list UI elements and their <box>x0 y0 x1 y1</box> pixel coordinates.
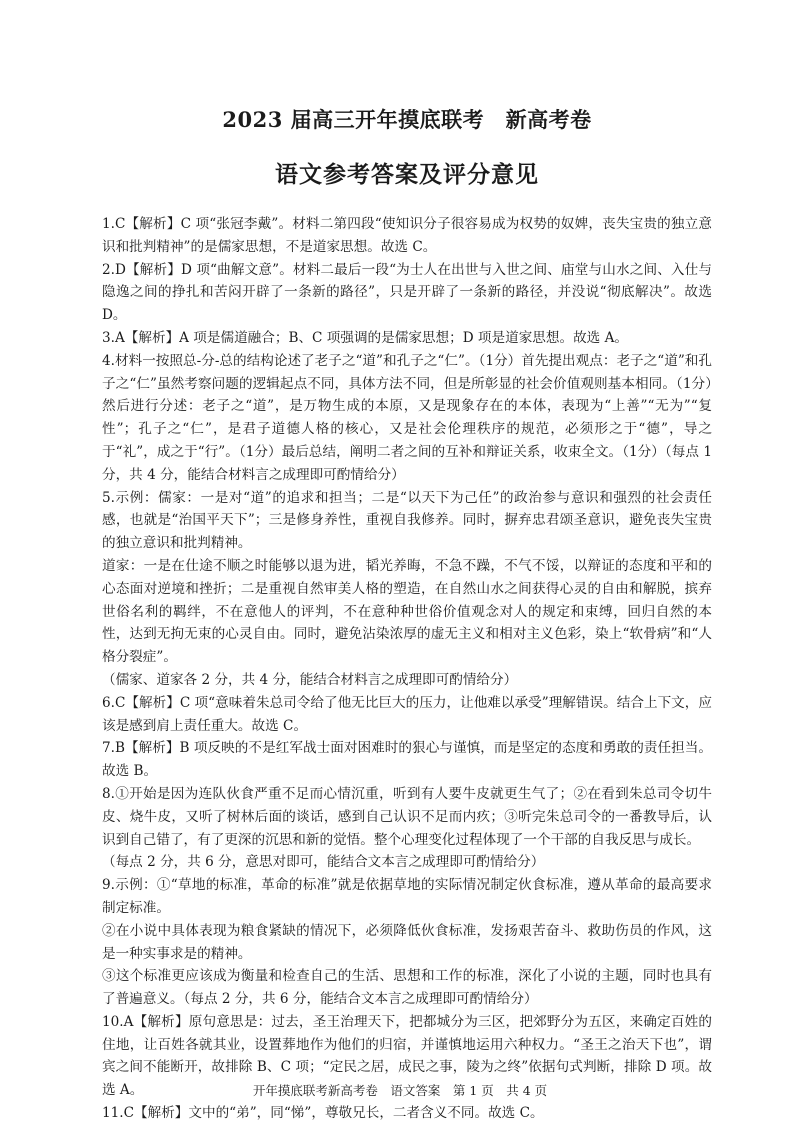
answer-paragraph: 2.D【解析】D 项“曲解文意”。材料二最后一段“为士人在出世与入世之间、庙堂与山水之间、入仕与隐逸之间的挣扎和苦闷开辟了一条新的路径”，只是开辟了一条新的路径，并没说“彻底解决”。故选 D。 <box>102 261 712 324</box>
answer-paragraph: 6.C【解析】C 项“意味着朱总司令给了他无比巨大的压力，让他难以承受”理解错误。结合上下文，应该是感到肩上责任重大。故选 C。 <box>102 694 712 734</box>
page-footer: 开年摸底联考新高考卷 语文答案 第 1 页 共 4 页 <box>252 1083 548 1098</box>
scoring-note: （每点 2 分，共 6 分，意思对即可，能结合文本言之成理即可酌情给分） <box>102 854 545 871</box>
answer-paragraph: ②在小说中具体表现为粮食紧缺的情况下，必须降低伙食标准，发扬艰苦奋斗、救助伤员的作风，这是一种实事求是的精神。 <box>102 922 712 962</box>
exam-title: 2023 届高三开年摸底联考 新高考卷 <box>222 107 592 132</box>
answer-paragraph: 10.A【解析】原句意思是：过去，圣王治理天下，把都城分为三区，把郊野分为五区，来确定百姓的住地，让百姓各就其业，设置葬地作为他们的归宿，并谨慎地运用六种权力。“圣王之治天下也”，谓宾之间不能断开，故排除 B、C 项；“定民之居，成民之事，陵为之终”依据句式判断，排除 D 项。故选 A。 <box>102 1013 712 1099</box>
answer-paragraph: ③这个标准更应该成为衡量和检查自己的生活、思想和工作的标准，深化了小说的主题，同时也具有了普遍意义。（每点 2 分，共 6 分，能结合文本言之成理即可酌情给分） <box>102 968 712 1008</box>
answer-paragraph: 5.示例：儒家：一是对“道”的追求和担当；二是“以天下为己任”的政治参与意识和强烈的社会责任感，也就是“治国平天下”；三是修身养性，重视自我修养。同时，摒弃忠君颂圣意识，避免丧失宝贵的独立意识和批判精神。 <box>102 489 712 552</box>
answer-paragraph: 道家：一是在仕途不顺之时能够以退为进，韬光养晦，不急不躁，不气不馁，以辩证的态度和平和的心态面对逆境和挫折；二是重视自然审美人格的塑造，在自然山水之间获得心灵的自由和解脱，摈弃世俗名利的羁绊，不在意他人的评判，不在意种种世俗价值观念对人的规定和束缚，回归自然的本性，达到无拘无束的心灵自由。同时，避免沾染浓厚的虚无主义和相对主义色彩，染上“软骨病”和“人格分裂症”。 <box>102 557 712 666</box>
answer-paragraph: 8.①开始是因为连队伙食严重不足而心情沉重，听到有人要牛皮就更生气了；②在看到朱总司令切牛皮、烧牛皮，又听了树林后面的谈话，感到自己认识不足而内疚；③听完朱总司令的一番教导后，认识到自己错了，有了更深的沉思和新的觉悟。整个心理变化过程体现了一个干部的自我反思与成长。 <box>102 785 712 848</box>
answer-paragraph: 11.C【解析】文中的“弟”，同“悌”，尊敬兄长，二者含义不同。故选 C。 <box>102 1105 544 1122</box>
answer-paragraph: 9.示例：①“草地的标准，革命的标准”就是依据草地的实际情况制定伙食标准，遵从革命的最高要求制定标准。 <box>102 877 712 916</box>
answer-paragraph: 1.C【解析】C 项“张冠李戴”。材料二第四段“使知识分子很容易成为权势的奴婢，丧失宝贵的独立意识和批判精神”的是儒家思想，不是道家思想。故选 C。 <box>102 216 712 255</box>
answer-key-title: 语文参考答案及评分意见 <box>275 161 539 188</box>
answer-paragraph: 7.B【解析】B 项反映的不是红军战士面对困难时的狠心与谨慎，而是坚定的态度和勇敢的责任担当。故选 B。 <box>102 740 712 780</box>
answer-content <box>102 213 712 1125</box>
answer-paragraph: 3.A【解析】A 项是儒道融合；B、C 项强调的是儒家思想；D 项是道家思想。故选 A。 <box>102 329 628 346</box>
answer-paragraph: 4.材料一按照总-分-总的结构论述了老子之“道”和孔子之“仁”。（1分）首先提出观点：老子之“道”和孔子之“仁”虽然考察问题的逻辑起点不同，具体方法不同，但是所彰显的社会价值观则基本相同。（1分）然后进行分述：老子之“道”，是万物生成的本原，又是现象存在的本体，表现为“上善”“无为”“复性”；孔子之“仁”，是君子道德人格的核心，又是社会伦理秩序的规范，必须形之于“德”，导之于“礼”，成之于“行”。（1分）最后总结，阐明二者之间的互补和辩证关系，收束全文。（1分）（每点 1 分，共 4 分，能结合材料言之成理即可酌情给分） <box>102 352 712 483</box>
scoring-note: （儒家、道家各 2 分，共 4 分，能结合材料言之成理即可酌情给分） <box>102 671 518 688</box>
